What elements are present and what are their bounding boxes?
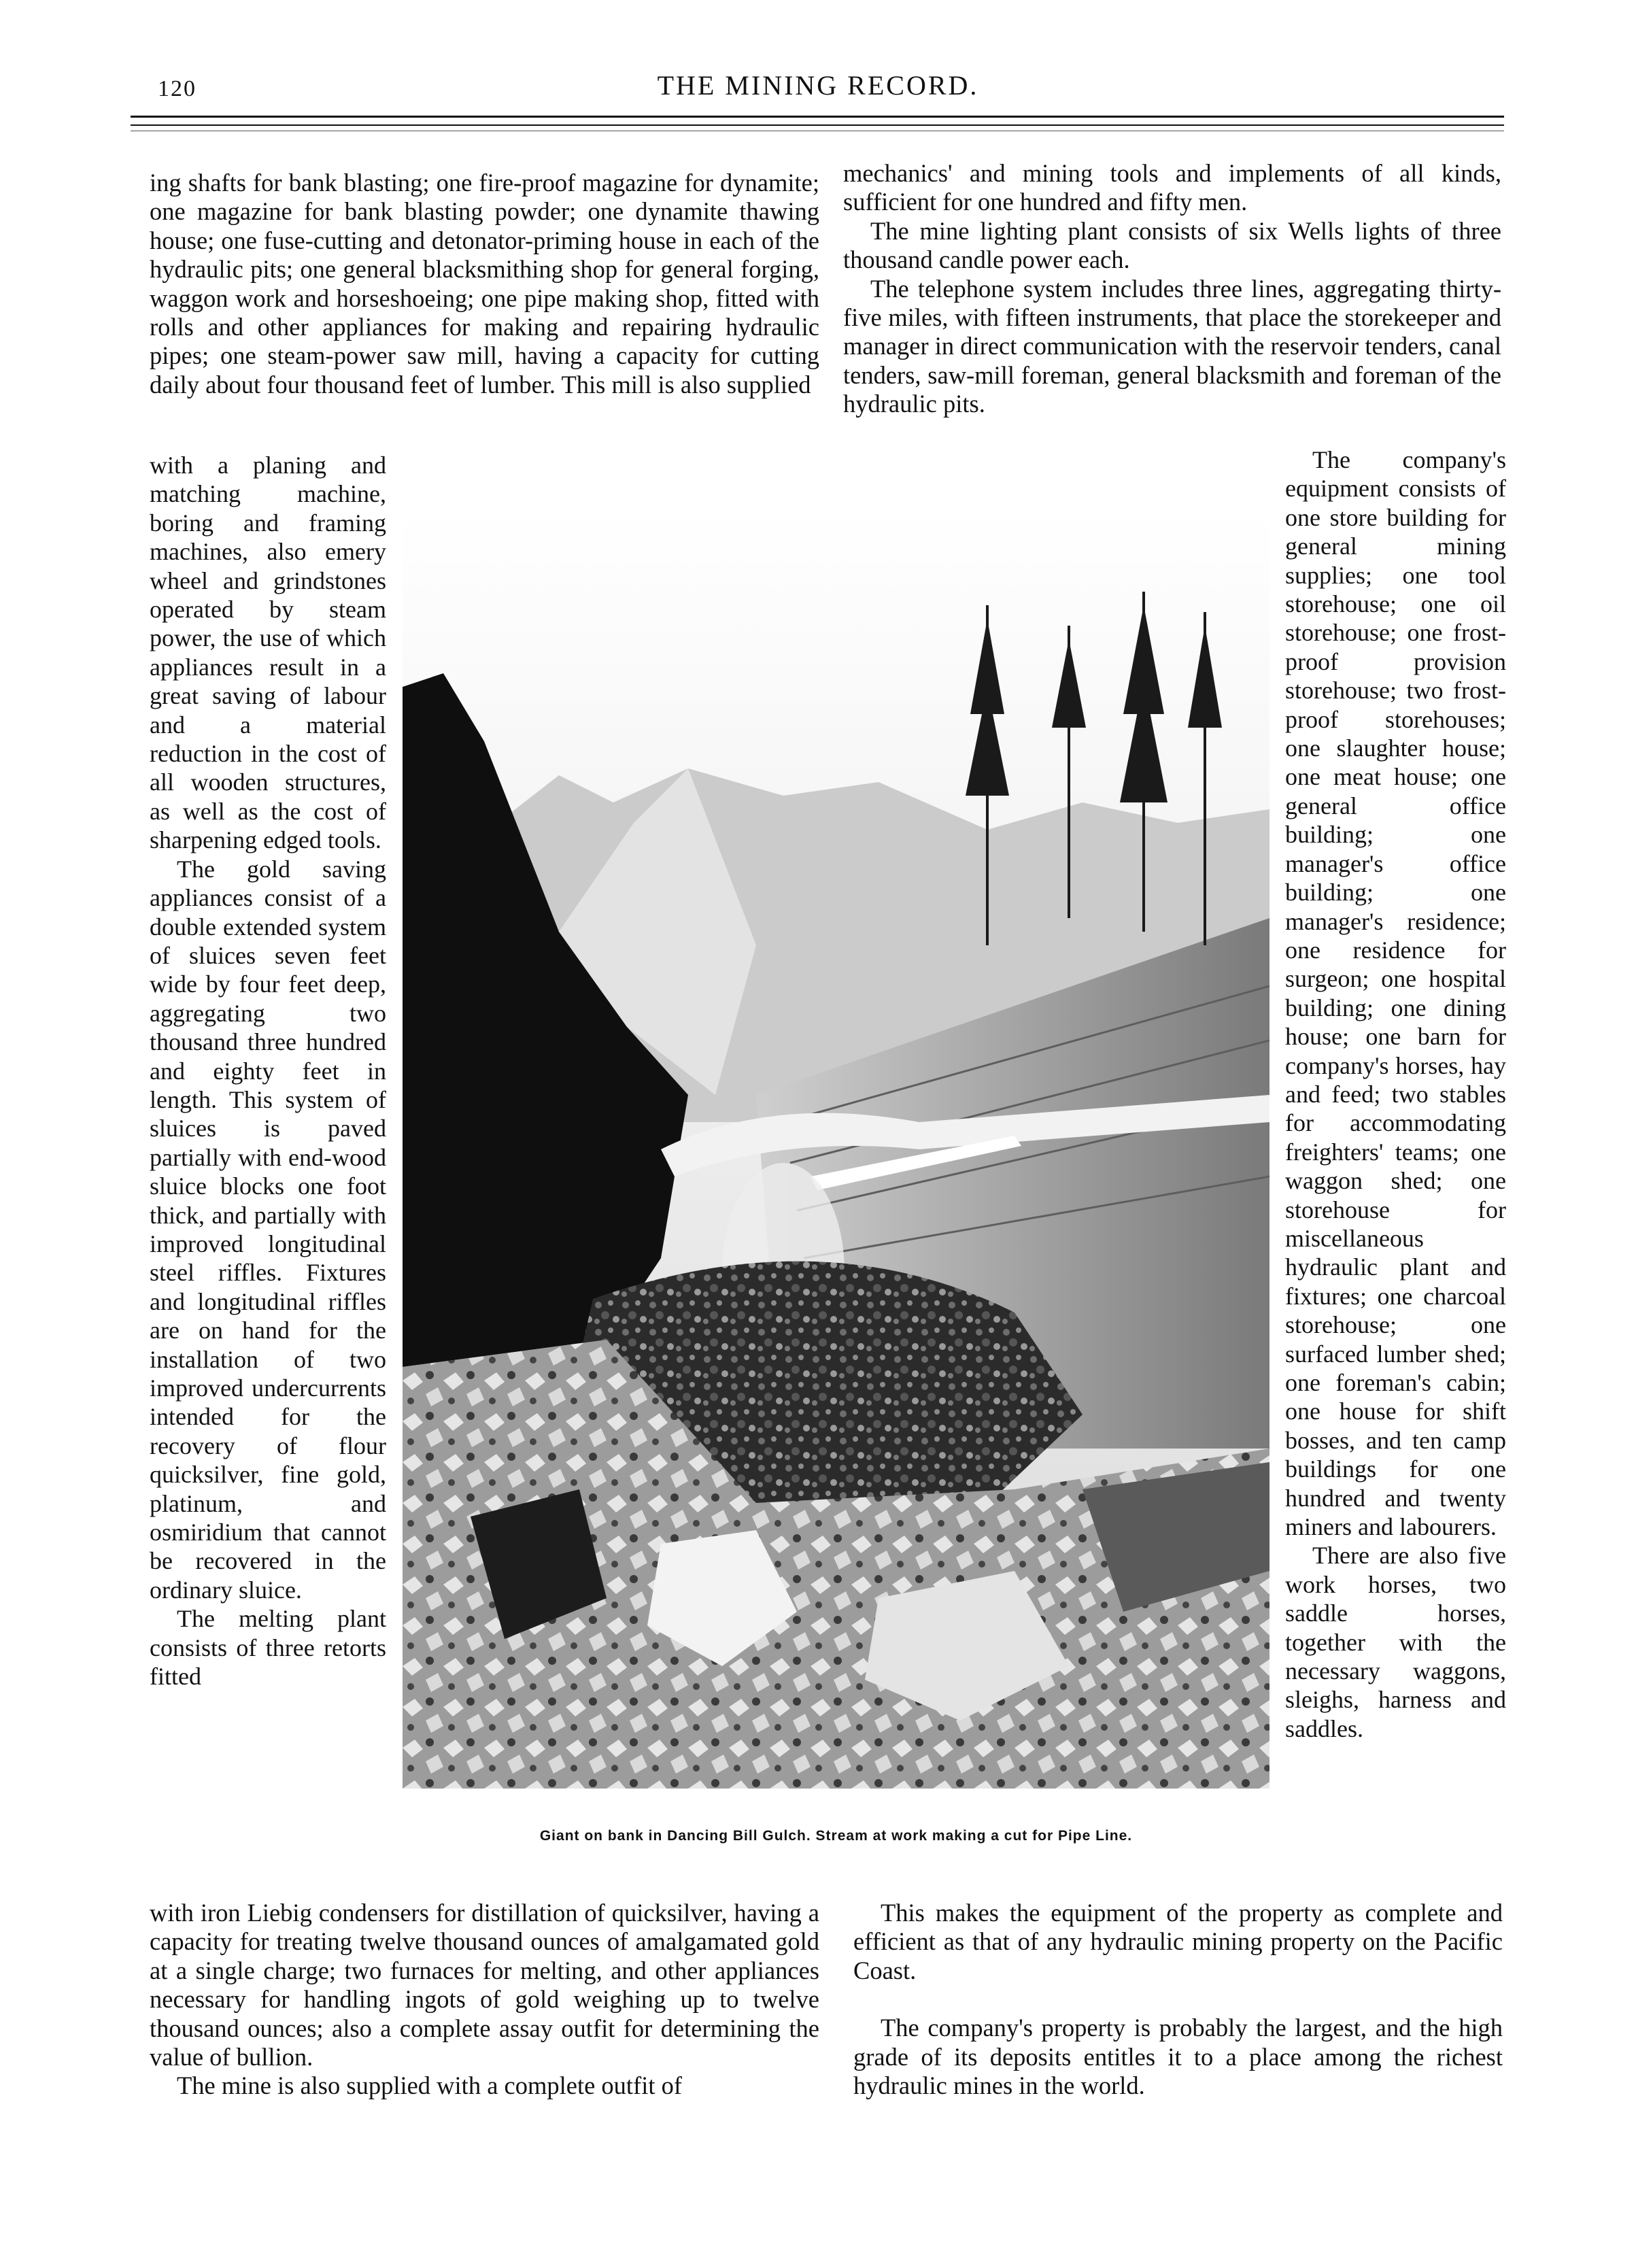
- left-column-narrow: [150, 451, 386, 1691]
- text-paragraph: The mine lighting plant consists of six Wells lights of three thousand candle power each.: [843, 216, 1501, 274]
- text-paragraph: The gold saving appliances consist of a double extended system of sluices seven feet wide by four feet deep, aggregating two thousand three hundred and eighty feet in length. This system of sluices is paved partially with end-wood sluice blocks one foot thick, and partially with improved longitudinal steel riffles. Fixtures and longitudinal riffles are on hand for the installation of two improved undercurrents intended for the recovery of flour quicksilver, fine gold, platinum, and osmiridium that cannot be recovered in the ordinary sluice.: [150, 855, 386, 1604]
- left-column-top: [150, 169, 819, 399]
- text-paragraph: There are also five work horses, two saddle horses, together with the necessary waggons, sleighs, harness and saddles.: [1285, 1542, 1506, 1742]
- header-rule-2: [131, 124, 1504, 126]
- text-paragraph: mechanics' and mining tools and implements of all kinds, sufficient for one hundred and fifty men.: [843, 159, 1501, 216]
- hydraulic-mine-image: [403, 510, 1269, 1789]
- text-paragraph: The company's equipment consists of one store building for general mining supplies; one tool storehouse; one oil storehouse; one frost-proof provision storehouse; two frost-proof storehouses; one slaughter house; one meat house; one general office building; one manager's office building; one manager's residence; one residence for surgeon; one hospital building; one dining house; one barn for company's horses, hay and feed; two stables for accommodating freighters' teams; one waggon shed; one storehouse for miscellaneous hydraulic plant and fixtures; one charcoal storehouse; one surfaced lumber shed; one foreman's cabin; one house for shift bosses, and ten camp buildings for one hundred and twenty miners and labourers.: [1285, 446, 1506, 1541]
- text-paragraph: with a planing and matching machine, boring and framing machines, also emery wheel and grindstones operated by steam power, the use of which appliances result in a great saving of labour and a material reduction in the cost of all wooden structures, as well as the cost of sharpening edged tools.: [150, 452, 386, 854]
- photo-caption: Giant on bank in Dancing Bill Gulch. Stream at work making a cut for Pipe Line.: [539, 1828, 1133, 1844]
- left-column-bottom: [150, 1899, 819, 2101]
- mine-photograph: [403, 510, 1269, 1789]
- text-paragraph: The company's property is probably the largest, and the high grade of its deposits entitles it to a place among the richest hydraulic mines in the world.: [853, 2014, 1503, 2100]
- page-number: 120: [158, 76, 197, 101]
- text-paragraph: This makes the equipment of the property as complete and efficient as that of any hydraulic mining property on the Pacific Coast.: [853, 1899, 1503, 1984]
- text-paragraph: with iron Liebig condensers for distillation of quicksilver, having a capacity for treating twelve thousand ounces of amalgamated gold at a single charge; two furnaces for melting, and other appliances necessary for handling ingots of gold weighing up to twelve thousand ounces; also a complete assay outfit for determining the value of bullion.: [150, 1899, 819, 2071]
- text-paragraph: The telephone system includes three lines, aggregating thirty-five miles, with fifteen instruments, that place the storekeeper and manager in direct communication with the reservoir tenders, canal tenders, saw-mill foreman, general blacksmith and foreman of the hydraulic pits.: [843, 274, 1501, 418]
- right-column-bottom: [853, 1899, 1503, 2100]
- right-column-top: [843, 159, 1501, 419]
- header-rule-1: [131, 116, 1504, 118]
- text-paragraph: The mine is also supplied with a complete outfit of: [177, 2071, 683, 2100]
- page-header-title: THE MINING RECORD.: [657, 70, 979, 101]
- text-paragraph: The melting plant consists of three retorts fitted: [150, 1605, 386, 1691]
- right-column-narrow: [1285, 445, 1506, 1743]
- text-paragraph: ing shafts for bank blasting; one fire-proof magazine for dynamite; one magazine for bank blasting powder; one dynamite thawing house; one fuse-cutting and detonator-priming house in each of the hydraulic pits; one general blacksmithing shop for general forging, waggon work and horseshoeing; one pipe making shop, fitted with rolls and other appliances for making and repairing hydraulic pipes; one steam-power saw mill, having a capacity for cutting daily about four thousand feet of lumber. This mill is also supplied: [150, 169, 819, 399]
